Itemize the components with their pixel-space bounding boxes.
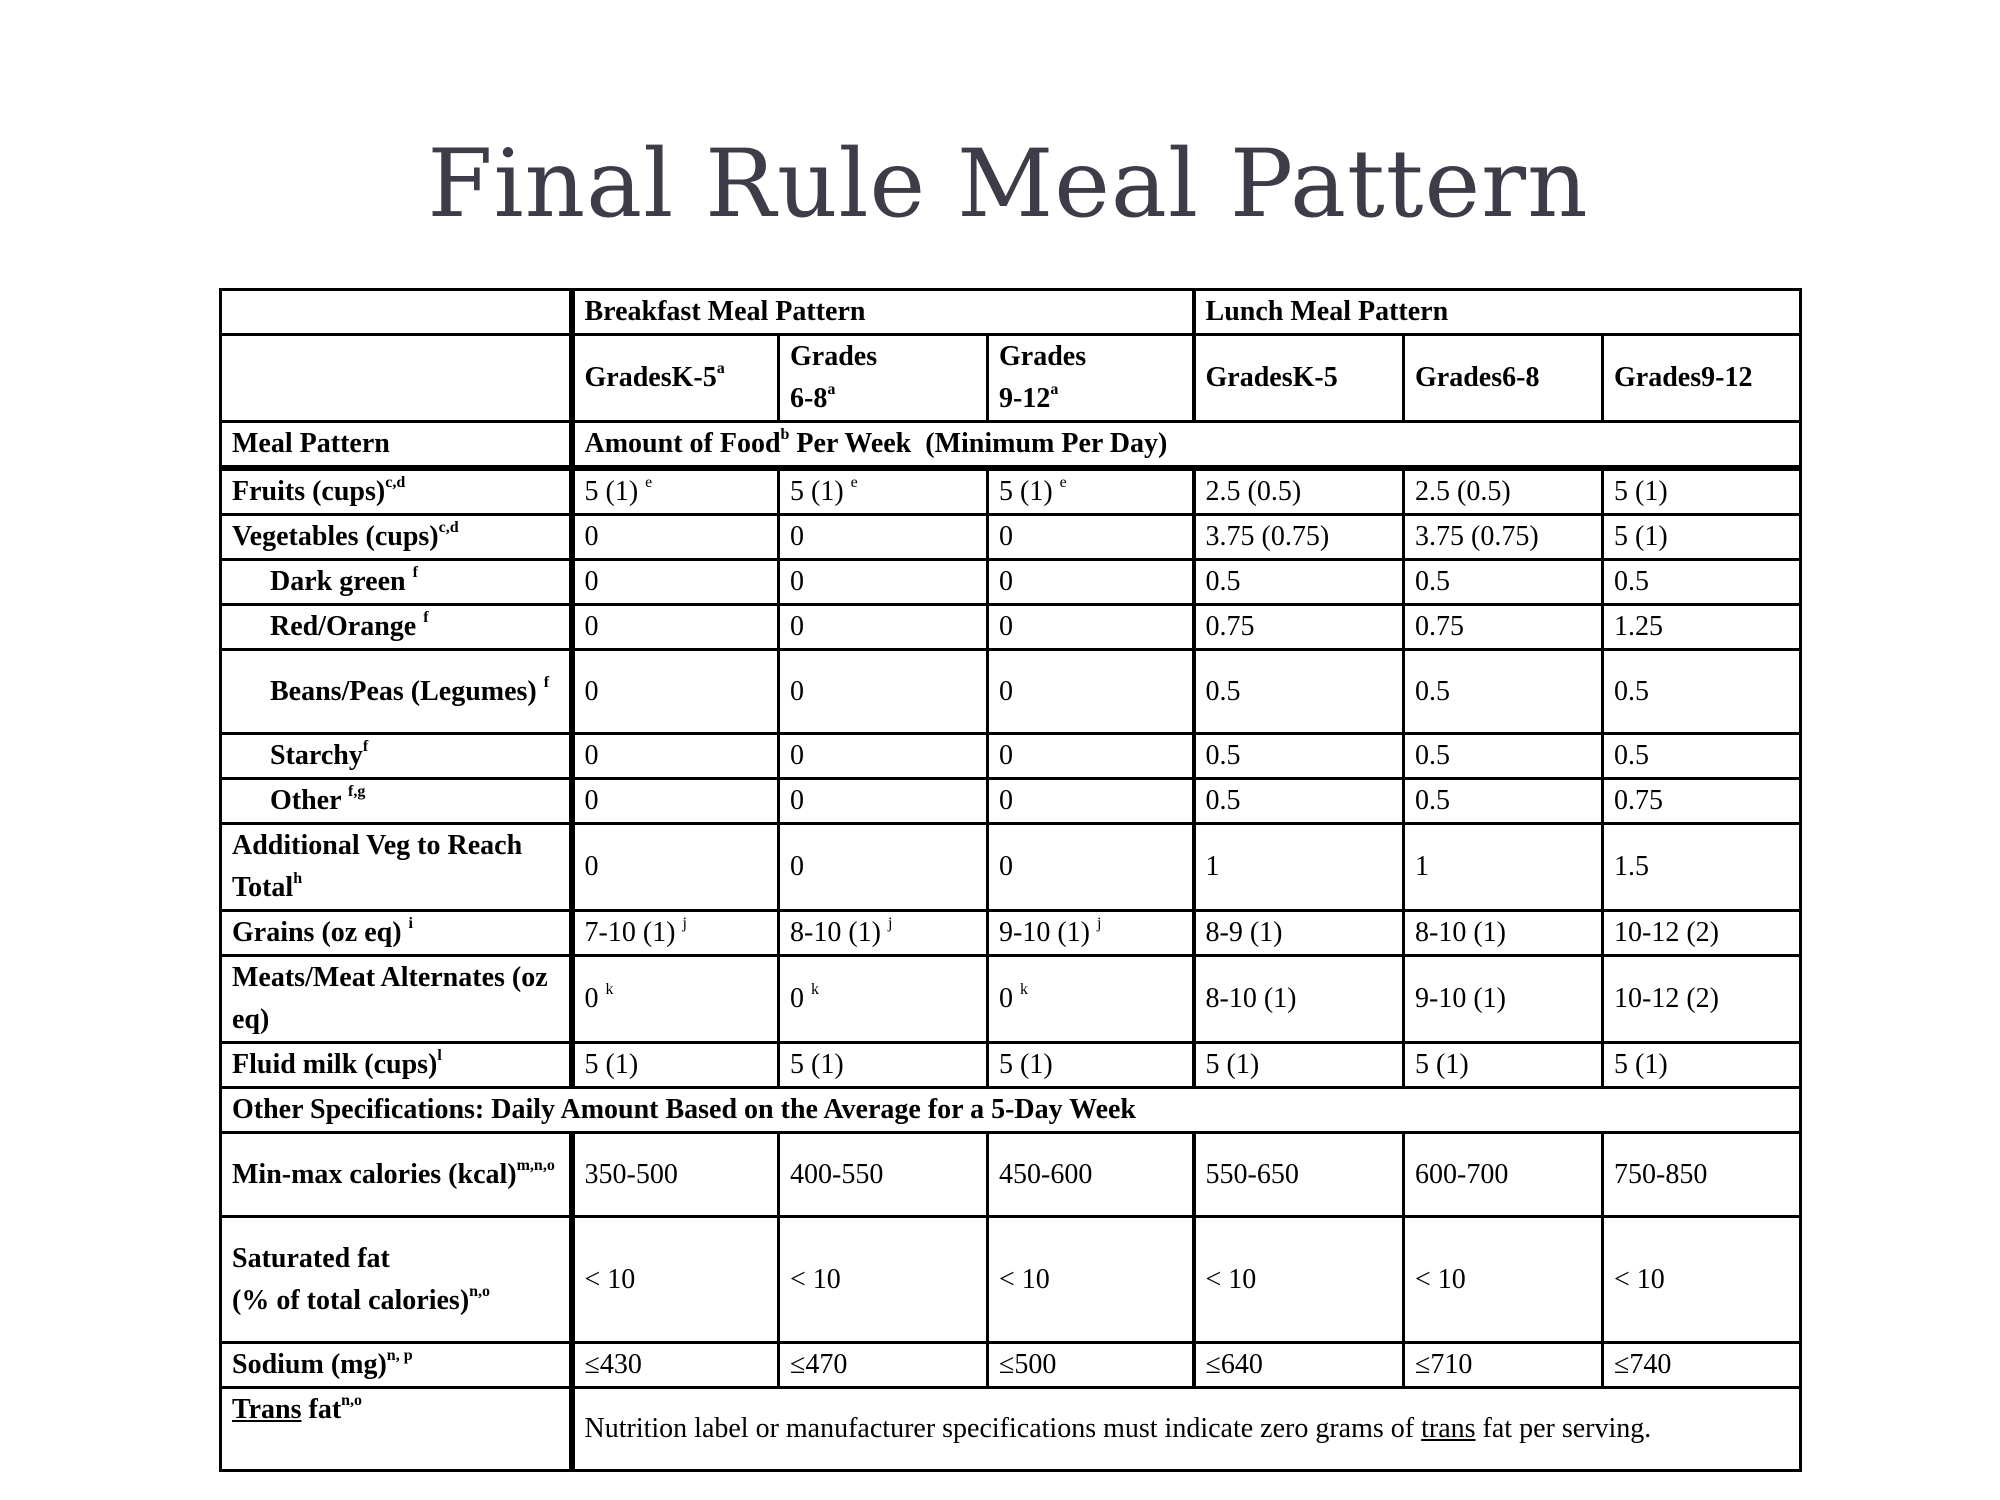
value-cell: 10-12 (2) bbox=[1603, 911, 1801, 956]
value-cell: 0 $^k$ bbox=[572, 956, 779, 1043]
value-cell: 3.75 (0.75) bbox=[1194, 515, 1404, 560]
spec-value-cell: ≤500 bbox=[988, 1343, 1194, 1388]
spec-value-cell: < 10 bbox=[572, 1217, 779, 1343]
row-label: Beans/Peas (Legumes) $^f$ bbox=[221, 650, 572, 734]
row-label: Additional Veg to Reach Total$^h$ bbox=[221, 824, 572, 911]
value-cell: 0.5 bbox=[1603, 734, 1801, 779]
value-cell: 0 bbox=[988, 734, 1194, 779]
value-cell: 3.75 (0.75) bbox=[1404, 515, 1603, 560]
value-cell: 8-10 (1) bbox=[1194, 956, 1404, 1043]
value-cell: 10-12 (2) bbox=[1603, 956, 1801, 1043]
breakfast-header: Breakfast Meal Pattern bbox=[572, 290, 1194, 335]
value-cell: 2.5 (0.5) bbox=[1194, 468, 1404, 515]
value-cell: 1.25 bbox=[1603, 605, 1801, 650]
spec-row bbox=[221, 1217, 1801, 1343]
row-label: Vegetables (cups)$^{c,d}$ bbox=[221, 515, 572, 560]
value-cell: 0.5 bbox=[1603, 560, 1801, 605]
food-row bbox=[221, 560, 1801, 605]
value-cell: 8-10 (1) bbox=[1404, 911, 1603, 956]
value-cell: 0 bbox=[988, 779, 1194, 824]
row-label: Meats/Meat Alternates (oz eq) bbox=[221, 956, 572, 1043]
value-cell: 7-10 (1) $^j$ bbox=[572, 911, 779, 956]
value-cell: 0 $^k$ bbox=[988, 956, 1194, 1043]
value-cell: 5 (1) $^e$ bbox=[779, 468, 988, 515]
value-cell: 5 (1) $^e$ bbox=[572, 468, 779, 515]
spec-label: Saturated fat (% of total calories)$^{n,o}$ bbox=[221, 1217, 572, 1343]
value-cell: 0.75 bbox=[1404, 605, 1603, 650]
spec-value-cell: ≤740 bbox=[1603, 1343, 1801, 1388]
value-cell: 9-10 (1) $^j$ bbox=[988, 911, 1194, 956]
food-row bbox=[221, 468, 1801, 515]
spec-value-cell: 600-700 bbox=[1404, 1133, 1603, 1217]
value-cell: 5 (1) bbox=[1404, 1043, 1603, 1088]
spec-value-cell: < 10 bbox=[988, 1217, 1194, 1343]
trans-fat-text: Nutrition label or manufacturer specifications must indicate zero grams of trans fat per serving. bbox=[572, 1388, 1801, 1471]
value-cell: 5 (1) bbox=[1603, 1043, 1801, 1088]
spec-value-cell: < 10 bbox=[779, 1217, 988, 1343]
spec-value-cell: 400-550 bbox=[779, 1133, 988, 1217]
value-cell: 0 bbox=[779, 650, 988, 734]
food-row bbox=[221, 515, 1801, 560]
value-cell: 0.5 bbox=[1404, 779, 1603, 824]
value-cell: 9-10 (1) bbox=[1404, 956, 1603, 1043]
row-label: Other $^{f,g}$ bbox=[221, 779, 572, 824]
value-cell: 0.5 bbox=[1603, 650, 1801, 734]
row-label: Fruits (cups)$^{c,d}$ bbox=[221, 468, 572, 515]
value-cell: 5 (1) bbox=[1194, 1043, 1404, 1088]
value-cell: 8-10 (1) $^j$ bbox=[779, 911, 988, 956]
value-cell: 1.5 bbox=[1603, 824, 1801, 911]
value-cell: 0 bbox=[572, 734, 779, 779]
spec-value-cell: 550-650 bbox=[1194, 1133, 1404, 1217]
value-cell: 0 bbox=[572, 779, 779, 824]
value-cell: 0.5 bbox=[1404, 734, 1603, 779]
corner-cell bbox=[221, 290, 572, 335]
spec-value-cell: 450-600 bbox=[988, 1133, 1194, 1217]
grade-header: Grades6-8 bbox=[1404, 335, 1603, 422]
grade-header: GradesK-5$^a$ bbox=[572, 335, 779, 422]
food-row bbox=[221, 734, 1801, 779]
value-cell: 8-9 (1) bbox=[1194, 911, 1404, 956]
food-row bbox=[221, 824, 1801, 911]
value-cell: 0.5 bbox=[1194, 560, 1404, 605]
value-cell: 0 bbox=[988, 605, 1194, 650]
food-row bbox=[221, 911, 1801, 956]
spec-value-cell: ≤430 bbox=[572, 1343, 779, 1388]
value-cell: 0 bbox=[572, 515, 779, 560]
value-cell: 5 (1) bbox=[988, 1043, 1194, 1088]
food-row bbox=[221, 779, 1801, 824]
value-cell: 0 bbox=[572, 824, 779, 911]
value-cell: 2.5 (0.5) bbox=[1404, 468, 1603, 515]
value-cell: 5 (1) bbox=[1603, 468, 1801, 515]
value-cell: 0 bbox=[779, 779, 988, 824]
value-cell: 5 (1) bbox=[572, 1043, 779, 1088]
value-cell: 0.5 bbox=[1404, 560, 1603, 605]
meal-pattern-label: Meal Pattern bbox=[221, 422, 572, 469]
row-label: Grains (oz eq) $^i$ bbox=[221, 911, 572, 956]
row-label: Red/Orange $^f$ bbox=[221, 605, 572, 650]
row-label: Dark green $^f$ bbox=[221, 560, 572, 605]
spec-row bbox=[221, 1343, 1801, 1388]
value-cell: 0.75 bbox=[1194, 605, 1404, 650]
slide-title: Final Rule Meal Pattern bbox=[427, 130, 1589, 239]
row-label: Fluid milk (cups)$^l$ bbox=[221, 1043, 572, 1088]
spec-value-cell: ≤710 bbox=[1404, 1343, 1603, 1388]
spec-value-cell: < 10 bbox=[1194, 1217, 1404, 1343]
value-cell: 0 bbox=[572, 650, 779, 734]
lunch-header: Lunch Meal Pattern bbox=[1194, 290, 1801, 335]
spec-value-cell: 350-500 bbox=[572, 1133, 779, 1217]
food-row bbox=[221, 1043, 1801, 1088]
value-cell: 0.5 bbox=[1194, 734, 1404, 779]
grade-header: Grades 9-12$^a$ bbox=[988, 335, 1194, 422]
value-cell: 0 bbox=[779, 605, 988, 650]
spec-value-cell: 750-850 bbox=[1603, 1133, 1801, 1217]
value-cell: 0.75 bbox=[1603, 779, 1801, 824]
value-cell: 0.5 bbox=[1404, 650, 1603, 734]
row-label: Starchy$^f$ bbox=[221, 734, 572, 779]
value-cell: 1 bbox=[1404, 824, 1603, 911]
amount-header: Amount of Food$^b$ Per Week (Minimum Per Day) bbox=[572, 422, 1801, 469]
value-cell: 5 (1) $^e$ bbox=[988, 468, 1194, 515]
value-cell: 0 bbox=[988, 515, 1194, 560]
value-cell: 5 (1) bbox=[1603, 515, 1801, 560]
food-row bbox=[221, 650, 1801, 734]
food-row bbox=[221, 956, 1801, 1043]
value-cell: 5 (1) bbox=[779, 1043, 988, 1088]
food-row bbox=[221, 605, 1801, 650]
value-cell: 0 bbox=[988, 824, 1194, 911]
value-cell: 0 bbox=[988, 650, 1194, 734]
spec-value-cell: < 10 bbox=[1603, 1217, 1801, 1343]
grade-header: GradesK-5 bbox=[1194, 335, 1404, 422]
value-cell: 0.5 bbox=[1194, 650, 1404, 734]
grade-corner-cell bbox=[221, 335, 572, 422]
spec-row bbox=[221, 1133, 1801, 1217]
value-cell: 0 bbox=[572, 605, 779, 650]
value-cell: 0 bbox=[779, 734, 988, 779]
grade-header: Grades 6-8$^a$ bbox=[779, 335, 988, 422]
value-cell: 0 $^k$ bbox=[779, 956, 988, 1043]
value-cell: 0 bbox=[779, 824, 988, 911]
grade-header: Grades9-12 bbox=[1603, 335, 1801, 422]
other-specs-header: Other Specifications: Daily Amount Based on the Average for a 5-Day Week bbox=[221, 1088, 1801, 1133]
meal-pattern-table bbox=[219, 288, 1802, 1472]
value-cell: 0 bbox=[572, 560, 779, 605]
value-cell: 0 bbox=[779, 515, 988, 560]
spec-label: Sodium (mg)$^{n, p}$ bbox=[221, 1343, 572, 1388]
spec-label: Min-max calories (kcal)$^{m,n,o}$ bbox=[221, 1133, 572, 1217]
trans-fat-label: Trans fat$^{n,o}$ bbox=[221, 1388, 572, 1471]
spec-value-cell: < 10 bbox=[1404, 1217, 1603, 1343]
value-cell: 0 bbox=[779, 560, 988, 605]
spec-value-cell: ≤640 bbox=[1194, 1343, 1404, 1388]
value-cell: 1 bbox=[1194, 824, 1404, 911]
value-cell: 0.5 bbox=[1194, 779, 1404, 824]
value-cell: 0 bbox=[988, 560, 1194, 605]
spec-value-cell: ≤470 bbox=[779, 1343, 988, 1388]
